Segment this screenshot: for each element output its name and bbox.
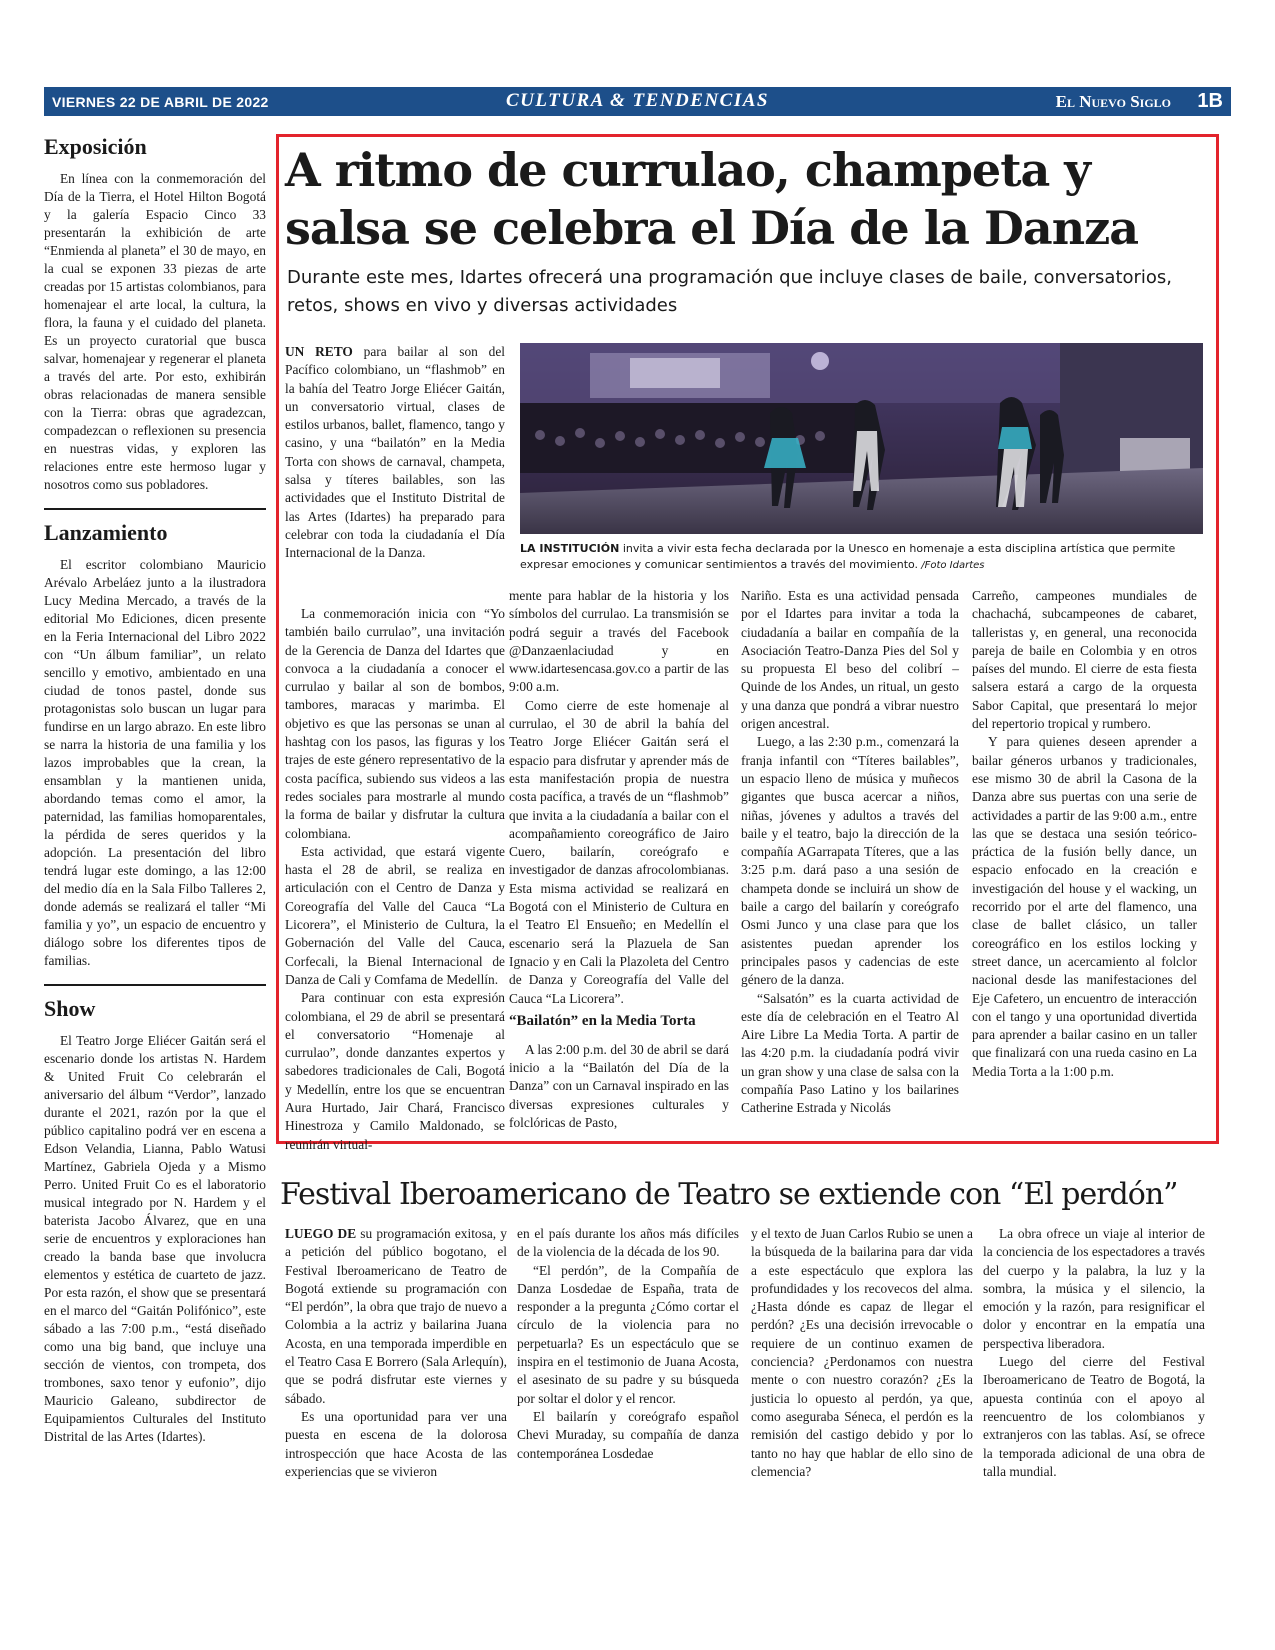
page-header-bar (44, 87, 1231, 116)
page-number: 1B (1197, 90, 1223, 112)
caption-lead: LA INSTITUCIÓN (520, 542, 620, 555)
paragraph: Y para quienes deseen aprender a bailar géneros urbanos y tradicionales, ese mismo 30 de abril la Casona de la Danza abre sus puertas con una serie de actividades a partir de las 9:00 a.m., entre las que se destaca una sesión teórico-práctica de la fusión belly dance, un espacio enfocado en la creación e investigación del house y el wacking, un recorrido por el arte del flamenco, una clase de ballet clásico, un taller coreográfico en los estilos locking y street dance, un acercamiento al folclor nacional desde las manifestaciones del Eje Cafetero, un encuentro de interacción con el tango y una oportunidad divertida para aprender a bailar casino en un taller que finalizará con una rueda casino en La Media Torta a la 1:00 p.m. (972, 734, 1197, 1079)
paragraph: Luego, a las 2:30 p.m., comenzará la franja infantil con “Títeres bailables”, un espacio lleno de música y muñecos gigantes que busca acercar a niños, niñas, jóvenes y adultos a través del baile y el teatro, bajo la dirección de la compañía AGarrapata Títeres, que a las 3:25 p.m. dará paso a una sesión de champeta donde se incluirá un show de baile a cargo del bailarín y coreógrafo Osmi Junco y una clase para que los asistentes puedan aprender los principales pasos y cadencias de este género de la danza. (741, 734, 959, 988)
feature-column-1b (285, 605, 505, 1154)
paragraph: La obra ofrece un viaje al interior de la conciencia de los espectadores a través del cuerpo y la palabra, la luz y la sombra, la música y el silencio, la emoción y la razón, para resignificar el dolor y encontrar en la empatía una perspectiva liberadora. (983, 1226, 1205, 1351)
subheading: “Bailatón” en la Media Torta (509, 1012, 696, 1029)
brief-title-show: Show (44, 996, 96, 1021)
brief-divider (44, 508, 266, 510)
paragraph: Para continuar con esta expresión colombiana, el 29 de abril se presentará el conversatorio “Homenaje al currulao”, donde danzantes expertos y sabedores tradicionales de Cali, Bogotá y Medellín, entre los que se encuentran Aura Hurtado, Jair Chará, Francisco Hinestroza y Camilo Maldonado, se reunirán virtual- (285, 990, 505, 1152)
paragraph: Carreño, campeones mundiales de chachachá, subcampeones de cabaret, talleristas y, en general, una reconocida pareja de baile en Colombia y en otros países del mundo. El cierre de esta fiesta salsera estará a cargo de la orquesta Sabor Capital, que presentará lo mejor del repertorio tropical y rumbero. (972, 588, 1197, 732)
feature-column-2 (509, 587, 729, 1132)
story2-column-1 (285, 1225, 507, 1481)
lead-word: UN RETO (285, 344, 353, 359)
paragraph: Como cierre de este homenaje al currulao, el 30 de abril la bahía del Teatro Jorge Eliécer Gaitán será el espacio para disfrutar y aprender más de esta manifestación propia de nuestra costa pacífica, a través de un “flashmob” que invita a la ciudadanía a bailar con el acompañamiento coreográfico de Jairo Cuero, bailarín, coreógrafo e investigador de danzas afrocolombianas. Esta misma actividad se realizará en Bogotá con el Ministerio de Cultura en el Teatro El Ensueño; en Medellín el escenario será la Plazuela de San Ignacio y en Cali la Plazoleta del Centro de Danza y Coreografía del Valle del Cauca “La Licorera”. (509, 697, 729, 1006)
photo-illustration (520, 343, 1203, 534)
paragraph: La conmemoración inicia con “Yo también bailo currulao”, una invitación de la Gerencia de Danza del Idartes que convoca a la ciudadanía a conocer el currulao y bailar al son de bombos, tambores, maracas y marimba. El objetivo es que las personas se unan al hashtag con los pasos, las figuras y los trajes de este género representativo de la costa pacífica, subiendo sus videos a las redes sociales para mostrarle al mundo la forma de bailar y disfrutar la cultura colombiana. (285, 606, 505, 841)
section-title: CULTURA & TENDENCIAS (506, 90, 769, 111)
issue-date: VIERNES 22 DE ABRIL DE 2022 (52, 94, 269, 110)
feature-column-3 (741, 587, 959, 1118)
brief-divider (44, 984, 266, 986)
paragraph: Luego del cierre del Festival Iberoamericano de Teatro de Bogotá, la apuesta continúa con el apoyo al reencuentro de los colombianos y extranjeros con las tablas. Así, se ofrece la temporada adicional de una obra de talla mundial. (983, 1354, 1205, 1479)
paragraph: en el país durante los años más difíciles de la violencia de la década de los 90. (517, 1226, 739, 1260)
brief-body-lanzamiento: El escritor colombiano Mauricio Arévalo Arbeláez junto a la ilustradora Lucy Medina Mercado, a través de la editorial Mo Ediciones, dicen presente en la Feria Internacional del Libro 2022 con “Un álbum familiar”, un relato sencillo y emotivo, ambientado en una ciudad de tonos pastel, donde sus protagonistas solo buscan un lugar para fundirse en un largo abrazo. En este libro se narra la historia de una familia y los lazos improbables que la crean, la ensamblan y la mantienen unida, abordando temas como el amor, la paternidad, las familias homoparentales, la pérdida de seres queridos y la adopción. La presentación del libro tendrá lugar este domingo, a las 12:00 del medio día en la Sala Filbo Talleres 2, donde además se realizará el taller “Mi familia y yo”, un espacio de encuentro y diálogo sobre los diferentes tipos de familias. (44, 557, 266, 968)
photo-caption (520, 541, 1203, 574)
feature-column-4 (972, 587, 1197, 1081)
story2-column-3 (751, 1225, 973, 1481)
dance-photo (520, 343, 1203, 534)
caption-text: invita a vivir esta fecha declarada por la Unesco en homenaje a esta disciplina artística que permite expresar emociones y comunicar sentimientos a través del movimiento. (520, 542, 1176, 571)
article-headline: A ritmo de currulao, champeta y salsa se celebra el Día de la Danza (285, 143, 1139, 255)
brief-title-lanzamiento: Lanzamiento (44, 520, 168, 545)
newspaper-name: El Nuevo Siglo (1055, 92, 1171, 111)
paragraph: Esta actividad, que estará vigente hasta el 28 de abril, se realiza en articulación con el Centro de Danza y Coreografía del Valle del Cauca “La Licorera”, el Ministerio de Cultura, la Gobernación del Valle del Cauca, Corfecali, la Bienal Internacional de Danza de Cali y Comfama de Medellín. (285, 843, 505, 987)
paragraph: Nariño. Esta es una actividad pensada por el Idartes para invitar a toda la ciudadanía a bailar en compañía de la Asociación Teatro-Danza Pies del Sol y su propuesta El beso del colibrí – Quinde de los Andes, un ritual, un gesto y una danza que pondrá a vibrar nuestro origen ancestral. (741, 588, 959, 732)
story2-column-4 (983, 1225, 1205, 1481)
second-article-headline: Festival Iberoamericano de Teatro se extiende con “El perdón” (280, 1177, 1178, 1212)
story2-column-2 (517, 1225, 739, 1463)
brief-body-show: El Teatro Jorge Eliécer Gaitán será el escenario donde los artistas N. Hardem & United Fruit Co celebrarán el aniversario del álbum “Verdor”, lanzado durante el 2021, razón por la que el público capitalino podrá ver en escena a Edson Velandia, Lianna, Pablo Watusi Martínez, Gabriela Ojeda y a Mismo Perro. United Fruit Co es el laboratorio musical integrado por N. Hardem y el baterista Jacobo Álvarez, que en una serie de encuentros y exploraciones han creado la banda base que involucra elementos y estética de cuarteto de jazz. Por esta razón, el show que se presentará en el marco del “Gaitán Polifónico”, este sábado a las 7:00 p.m., “está diseñado como una big band, que incluye una sección de vientos, con trompeta, dos trombones, saxo tenor y eufonio”, dijo Mauricio Galeano, subdirector de Equipamientos Culturales del Instituto Distrital de las Artes (Idartes). (44, 1033, 266, 1444)
lead-word: LUEGO DE (285, 1226, 357, 1241)
photo-credit: /Foto Idartes (918, 560, 985, 571)
brief-title-exposicion: Exposición (44, 134, 147, 159)
feature-column-1 (285, 343, 505, 563)
paragraph: para bailar al son del Pacífico colombiano, un “flashmob” en la bahía del Teatro Jorge Eliécer Gaitán, un conversatorio virtual, clases de estilos urbanos, ballet, flamenco, tango y casino, y una “bailatón” en la Media Torta con shows de carnaval, champeta, salsa y títeres bailables, son las actividades que el Instituto Distrital de las Artes (Idartes) ha preparado para celebrar con toda la ciudadanía el Día Internacional de la Danza. (285, 344, 505, 561)
paragraph: “El perdón”, de la Compañía de Danza Losdedae de España, trata de responder a la pregunta ¿Cómo cortar el círculo de la violencia para no perpetuarla? Es un espectáculo que se inspira en el testimonio de Juana Acosta, el asesinato de su padre y su búsqueda por soltar el dolor y el rencor. (517, 1262, 739, 1406)
article-deck: Durante este mes, Idartes ofrecerá una programación que incluye clases de baile, conversatorios, retos, shows en vivo y diversas actividades (287, 267, 1173, 316)
paragraph: A las 2:00 p.m. del 30 de abril se dará inicio a la “Bailatón del Día de la Danza” con un Carnaval inspirado en las diversas expresiones culturales y folclóricas de Pasto, (509, 1041, 729, 1131)
briefs-column (44, 134, 266, 1446)
paragraph: “Salsatón” es la cuarta actividad de este día de celebración en el Teatro Al Aire Libre La Media Torta. A partir de las 4:20 p.m. la ciudadanía podrá vivir un gran show y una clase de salsa con la compañía Paso Latino y los bailarines Catherine Estrada y Nicolás (741, 990, 959, 1116)
paragraph: mente para hablar de la historia y los símbolos del currulao. La transmisión se podrá seguir a través del Facebook @Danzaenlaciudad y en www.idartesencasa.gov.co a partir de las 9:00 a.m. (509, 588, 729, 695)
paragraph: su programación exitosa, y a petición del público bogotano, el Festival Iberoamericano de Teatro de Bogotá extiende su programación con “El perdón”, la obra que trajo de nuevo a Colombia a la actriz y bailarina Juana Acosta, en una temporada imperdible en el Teatro Casa E Borrero (Sala Arlequín), que se podrá disfrutar este viernes y sábado. (285, 1226, 507, 1406)
paragraph: El bailarín y coreógrafo español Chevi Muraday, su compañía de danza contemporánea Losdedae (517, 1408, 739, 1461)
paragraph: Es una oportunidad para ver una puesta en escena de la dolorosa introspección que hace Acosta de las experiencias que se vivieron (285, 1408, 507, 1479)
brief-body-exposicion: En línea con la conmemoración del Día de la Tierra, el Hotel Hilton Bogotá y la galería Espacio Cinco 33 presentarán la exhibición de arte “Enmienda al planeta” el 30 de mayo, en la cual se exponen 33 piezas de arte creadas por 15 artistas colombianos, para homenajear el arte local, la cultura, la flora, la fauna y el cuidado del planeta. Es un proyecto curatorial que busca salvar, homenajear y regenerar el planeta a través del arte. Por esto, exhibirán obras relacionadas de manera sensible con la Tierra: obras que agradezcan, compadezcan o reflexionen su presencia en nuestras vidas, y exploren las relaciones entre este hermoso lugar y nosotros como sus pobladores. (44, 171, 266, 492)
paragraph: y el texto de Juan Carlos Rubio se unen a la búsqueda de la bailarina para dar vida a este espectáculo que explora las profundidades y los recovecos del alma. ¿Hasta dónde es capaz de llegar el perdón? ¿Es una decisión irrevocable o requiere de un continuo examen de conciencia? ¿Perdonamos con nuestra mente o con nuestro corazón? ¿Es la justicia lo opuesto al perdón, ya que, como aseguraba Séneca, el perdón es la remisión del castigo debido y por lo tanto no hay que hablar de ello sino de clemencia? (751, 1226, 973, 1479)
